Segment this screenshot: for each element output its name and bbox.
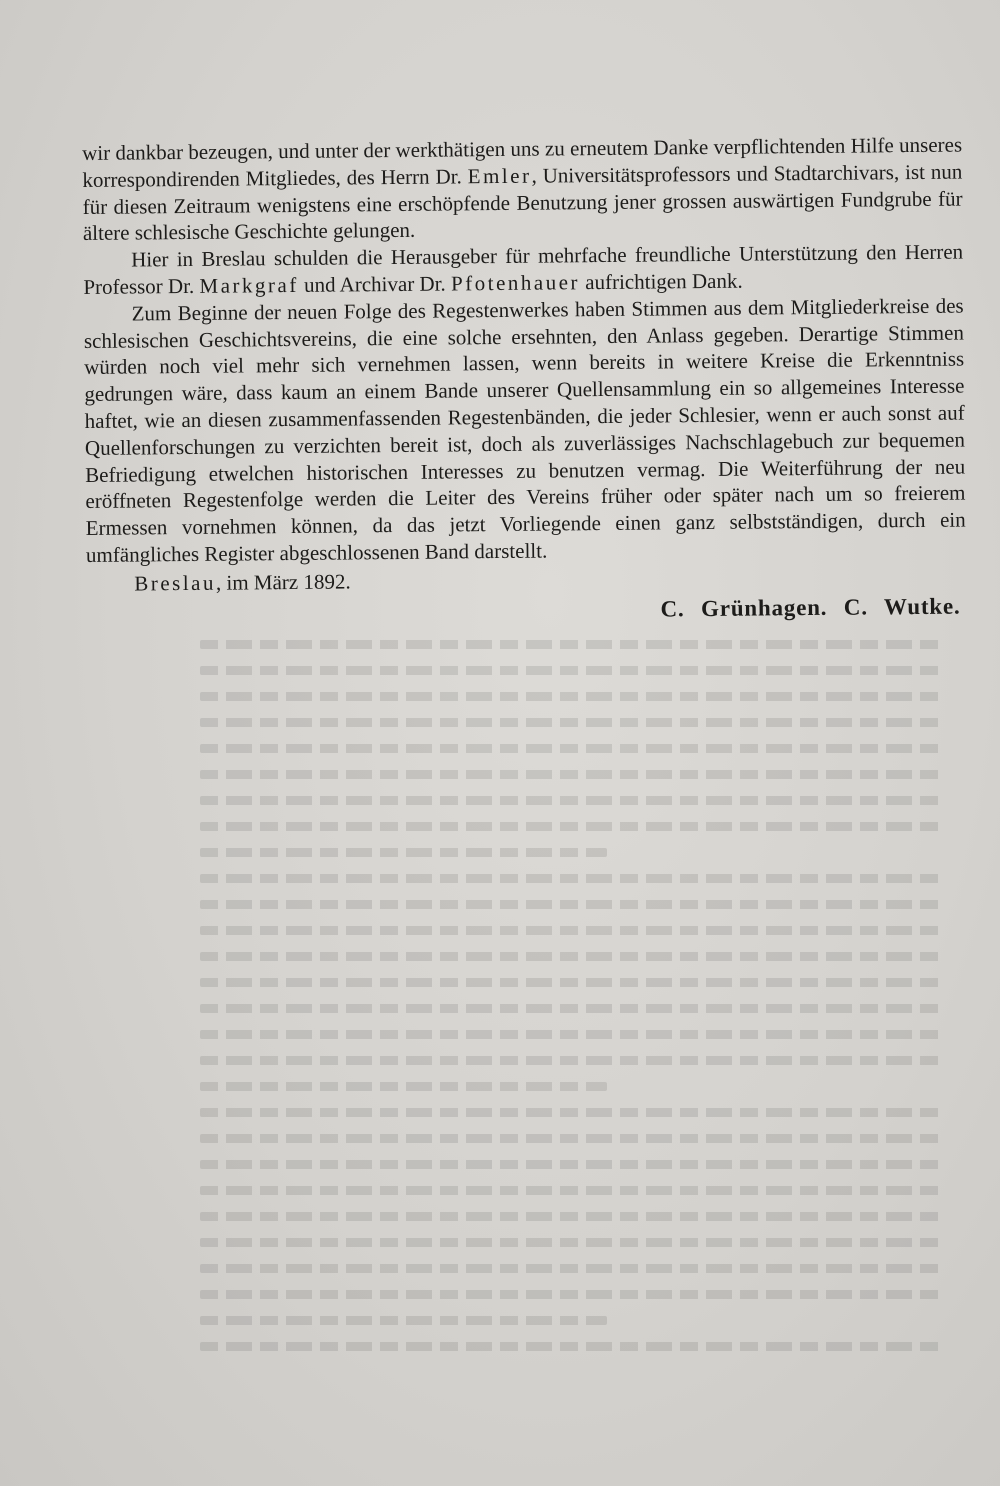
bleed-through-line bbox=[200, 978, 940, 987]
bleed-through-line bbox=[200, 692, 940, 701]
dateline bbox=[86, 562, 966, 597]
spaced-name: Markgraf bbox=[199, 272, 299, 298]
bleed-through-line bbox=[200, 718, 940, 727]
bleed-through-line bbox=[200, 744, 940, 753]
bleed-through-line bbox=[200, 666, 940, 675]
bleed-through-line bbox=[200, 1160, 940, 1169]
signature: C. Grünhagen. C. Wutke. bbox=[660, 593, 961, 622]
bleed-through-line bbox=[200, 1316, 607, 1325]
bleed-through-line bbox=[200, 770, 940, 779]
bleed-through-line bbox=[200, 926, 940, 935]
bleed-through-text bbox=[200, 640, 940, 1400]
text-run: , Universitätsprofessors und Stadtarchivars, ist nun für diesen Zeitraum wenigstens eine erschöpfende Benutzung jener grossen auswärtigen Fundgrube für ältere schlesische Geschichte gelungen. bbox=[82, 159, 963, 246]
text-run: und Archivar Dr. bbox=[298, 271, 452, 297]
bleed-through-line bbox=[200, 1264, 940, 1273]
bleed-through-line bbox=[200, 1290, 940, 1299]
bleed-through-line bbox=[200, 796, 940, 805]
text-run: Zum Beginne der neuen Folge des Regestenwerkes haben Stimmen aus dem Mitgliederkreise des schlesischen Geschichtsvereins, die eine solche ersehnten, den Anlass gegeben. Derartige Stimmen würden noch viel mehr sich vernehmen lassen, wenn bereits in weitere Kreise die Erkenntniss gedrungen wäre, dass kaum an einem Bande unserer Quellensammlung ein so allgemeines Interesse haftet, wie an diesen zusammenfassenden Regestenbänden, die jeder Schlesier, wenn er auch sonst auf Quellenforschungen zu verzichten bereit ist, doch als zuverlässiges Nachschlagebuch zur bequemen Befriedigung etwelchen historischen Interesses zu benutzen vermag. Die Weiterführung der neu eröffneten Regestenfolge werden die Leiter des Vereins früher oder später nach um so freierem Ermessen vornehmen können, da das jetzt Vorliegende einen ganz selbstständigen, durch ein umfängliches Register abgeschlossenen Band darstellt. bbox=[83, 293, 966, 567]
paragraph-3 bbox=[84, 292, 967, 568]
bleed-through-line bbox=[200, 822, 940, 831]
bleed-through-line bbox=[200, 1212, 940, 1221]
bleed-through-line bbox=[200, 900, 940, 909]
bleed-through-line bbox=[200, 952, 940, 961]
paragraph-1 bbox=[82, 132, 963, 248]
dateline-place: Breslau bbox=[134, 570, 217, 596]
bleed-through-line bbox=[200, 848, 607, 857]
text-run: wir dankbar bezeugen, und unter der werkthätigen uns zu erneutem Danke verpflichtenden Hilfe unseres korrespondirenden Mitgliedes, des Herrn Dr. bbox=[82, 132, 963, 192]
bleed-through-line bbox=[200, 1108, 940, 1117]
spaced-name: Pfotenhauer bbox=[450, 270, 581, 296]
spaced-name: Emler bbox=[467, 163, 532, 189]
paragraph-2 bbox=[83, 239, 963, 301]
bleed-through-line bbox=[200, 1004, 940, 1013]
text-run: Hier in Breslau schulden die Herausgeber für mehrfache freundliche Unterstützung den Herren Professor Dr. bbox=[83, 239, 964, 299]
bleed-through-line bbox=[200, 874, 940, 883]
bleed-through-line bbox=[200, 1030, 940, 1039]
bleed-through-line bbox=[200, 640, 940, 649]
bleed-through-line bbox=[200, 1056, 940, 1065]
dateline-date: , im März 1892. bbox=[215, 569, 351, 595]
preface-text bbox=[82, 132, 967, 629]
bleed-through-line bbox=[200, 1082, 607, 1091]
bleed-through-line bbox=[200, 1134, 940, 1143]
bleed-through-line bbox=[200, 1342, 940, 1351]
bleed-through-line bbox=[200, 1186, 940, 1195]
bleed-through-line bbox=[200, 1238, 940, 1247]
text-run: aufrichtigen Dank. bbox=[579, 268, 743, 295]
